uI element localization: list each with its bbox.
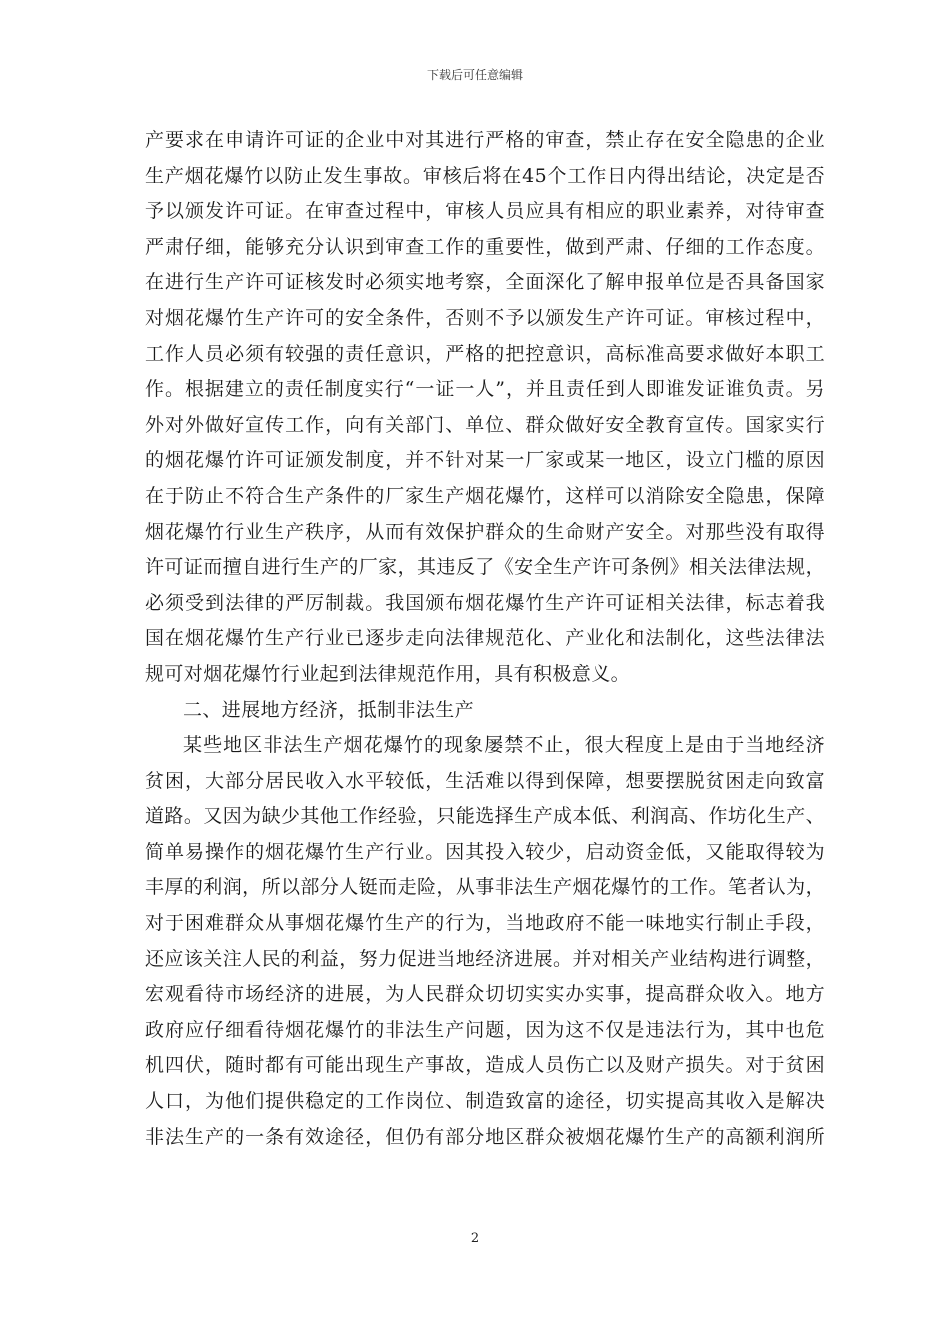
- text-line: 的烟花爆竹许可证颁发制度，并不针对某一厂家或某一地区，设立门槛的原因: [145, 449, 825, 472]
- text-line: 在进行生产许可证核发时必须实地考察，全面深化了解申报单位是否具备国家: [145, 271, 825, 294]
- text-line: 生产烟花爆竹以防止发生事故。审核后将在45个工作日内得出结论，决定是否: [145, 164, 825, 187]
- paragraph-2: [145, 728, 825, 1155]
- text-line: 政府应仔细看待烟花爆竹的非法生产问题，因为这不仅是违法行为，其中也危: [145, 1018, 825, 1041]
- text-line: 国在烟花爆竹生产行业已逐步走向法律规范化、产业化和法制化，这些法律法: [145, 627, 825, 650]
- text-line: 机四伏，随时都有可能出现生产事故，造成人员伤亡以及财产损失。对于贫困: [145, 1054, 825, 1077]
- text-line: 人口，为他们提供稳定的工作岗位、制造致富的途径，切实提高其收入是解决: [145, 1090, 825, 1113]
- text-line: 烟花爆竹行业生产秩序，从而有效保护群众的生命财产安全。对那些没有取得: [145, 520, 825, 543]
- text-line: 丰厚的利润，所以部分人铤而走险，从事非法生产烟花爆竹的工作。笔者认为，: [145, 876, 825, 899]
- text-line: 工作人员必须有较强的责任意识，严格的把控意识，高标准高要求做好本职工: [145, 342, 825, 365]
- document-body: [145, 123, 825, 1155]
- text-line: 必须受到法律的严厉制裁。我国颁布烟花爆竹生产许可证相关法律，标志着我: [145, 591, 825, 614]
- text-line: 非法生产的一条有效途径，但仍有部分地区群众被烟花爆竹生产的高额利润所: [145, 1125, 825, 1148]
- text-line: 规可对烟花爆竹行业起到法律规范作用，具有积极意义。: [145, 662, 631, 685]
- text-line: 产要求在申请许可证的企业中对其进行严格的审查，禁止存在安全隐患的企业: [145, 129, 825, 151]
- section-heading: 二、进展地方经济，抵制非法生产: [183, 698, 475, 721]
- text-line: 作。根据建立的责任制度实行“一证一人”，并且责任到人即谁发证谁负责。另: [145, 378, 825, 401]
- text-line: 予以颁发许可证。在审查过程中，审核人员应具有相应的职业素养，对待审查: [145, 200, 825, 223]
- text-line: 外对外做好宣传工作，向有关部门、单位、群众做好安全教育宣传。国家实行: [145, 413, 825, 436]
- text-line: 贫困，大部分居民收入水平较低，生活难以得到保障，想要摆脱贫困走向致富: [145, 769, 825, 792]
- text-line: 简单易操作的烟花爆竹生产行业。因其投入较少，启动资金低，又能取得较为: [145, 840, 825, 863]
- text-line: 某些地区非法生产烟花爆竹的现象屡禁不止，很大程度上是由于当地经济: [183, 734, 825, 757]
- paragraph-1: [145, 123, 825, 693]
- text-line: 宏观看待市场经济的进展，为人民群众切切实实办实事，提高群众收入。地方: [145, 983, 825, 1006]
- text-line: 在于防止不符合生产条件的厂家生产烟花爆竹，这样可以消除安全隐患，保障: [145, 484, 825, 507]
- text-line: 严肃仔细，能够充分认识到审查工作的重要性，做到严肃、仔细的工作态度。: [145, 235, 825, 258]
- text-line: 对于困难群众从事烟花爆竹生产的行为，当地政府不能一味地实行制止手段，: [145, 912, 825, 935]
- text-line: 道路。又因为缺少其他工作经验，只能选择生产成本低、利润高、作坊化生产、: [145, 805, 825, 828]
- text-line: 还应该关注人民的利益，努力促进当地经济进展。并对相关产业结构进行调整，: [145, 947, 825, 970]
- text-line: 许可证而擅自进行生产的厂家，其违反了《安全生产许可条例》相关法律法规，: [145, 556, 825, 579]
- page-header: 下载后可任意编辑: [426, 68, 523, 82]
- text-line: 对烟花爆竹生产许可的安全条件，否则不予以颁发生产许可证。审核过程中，: [145, 306, 825, 329]
- page-number: 2: [470, 1231, 480, 1246]
